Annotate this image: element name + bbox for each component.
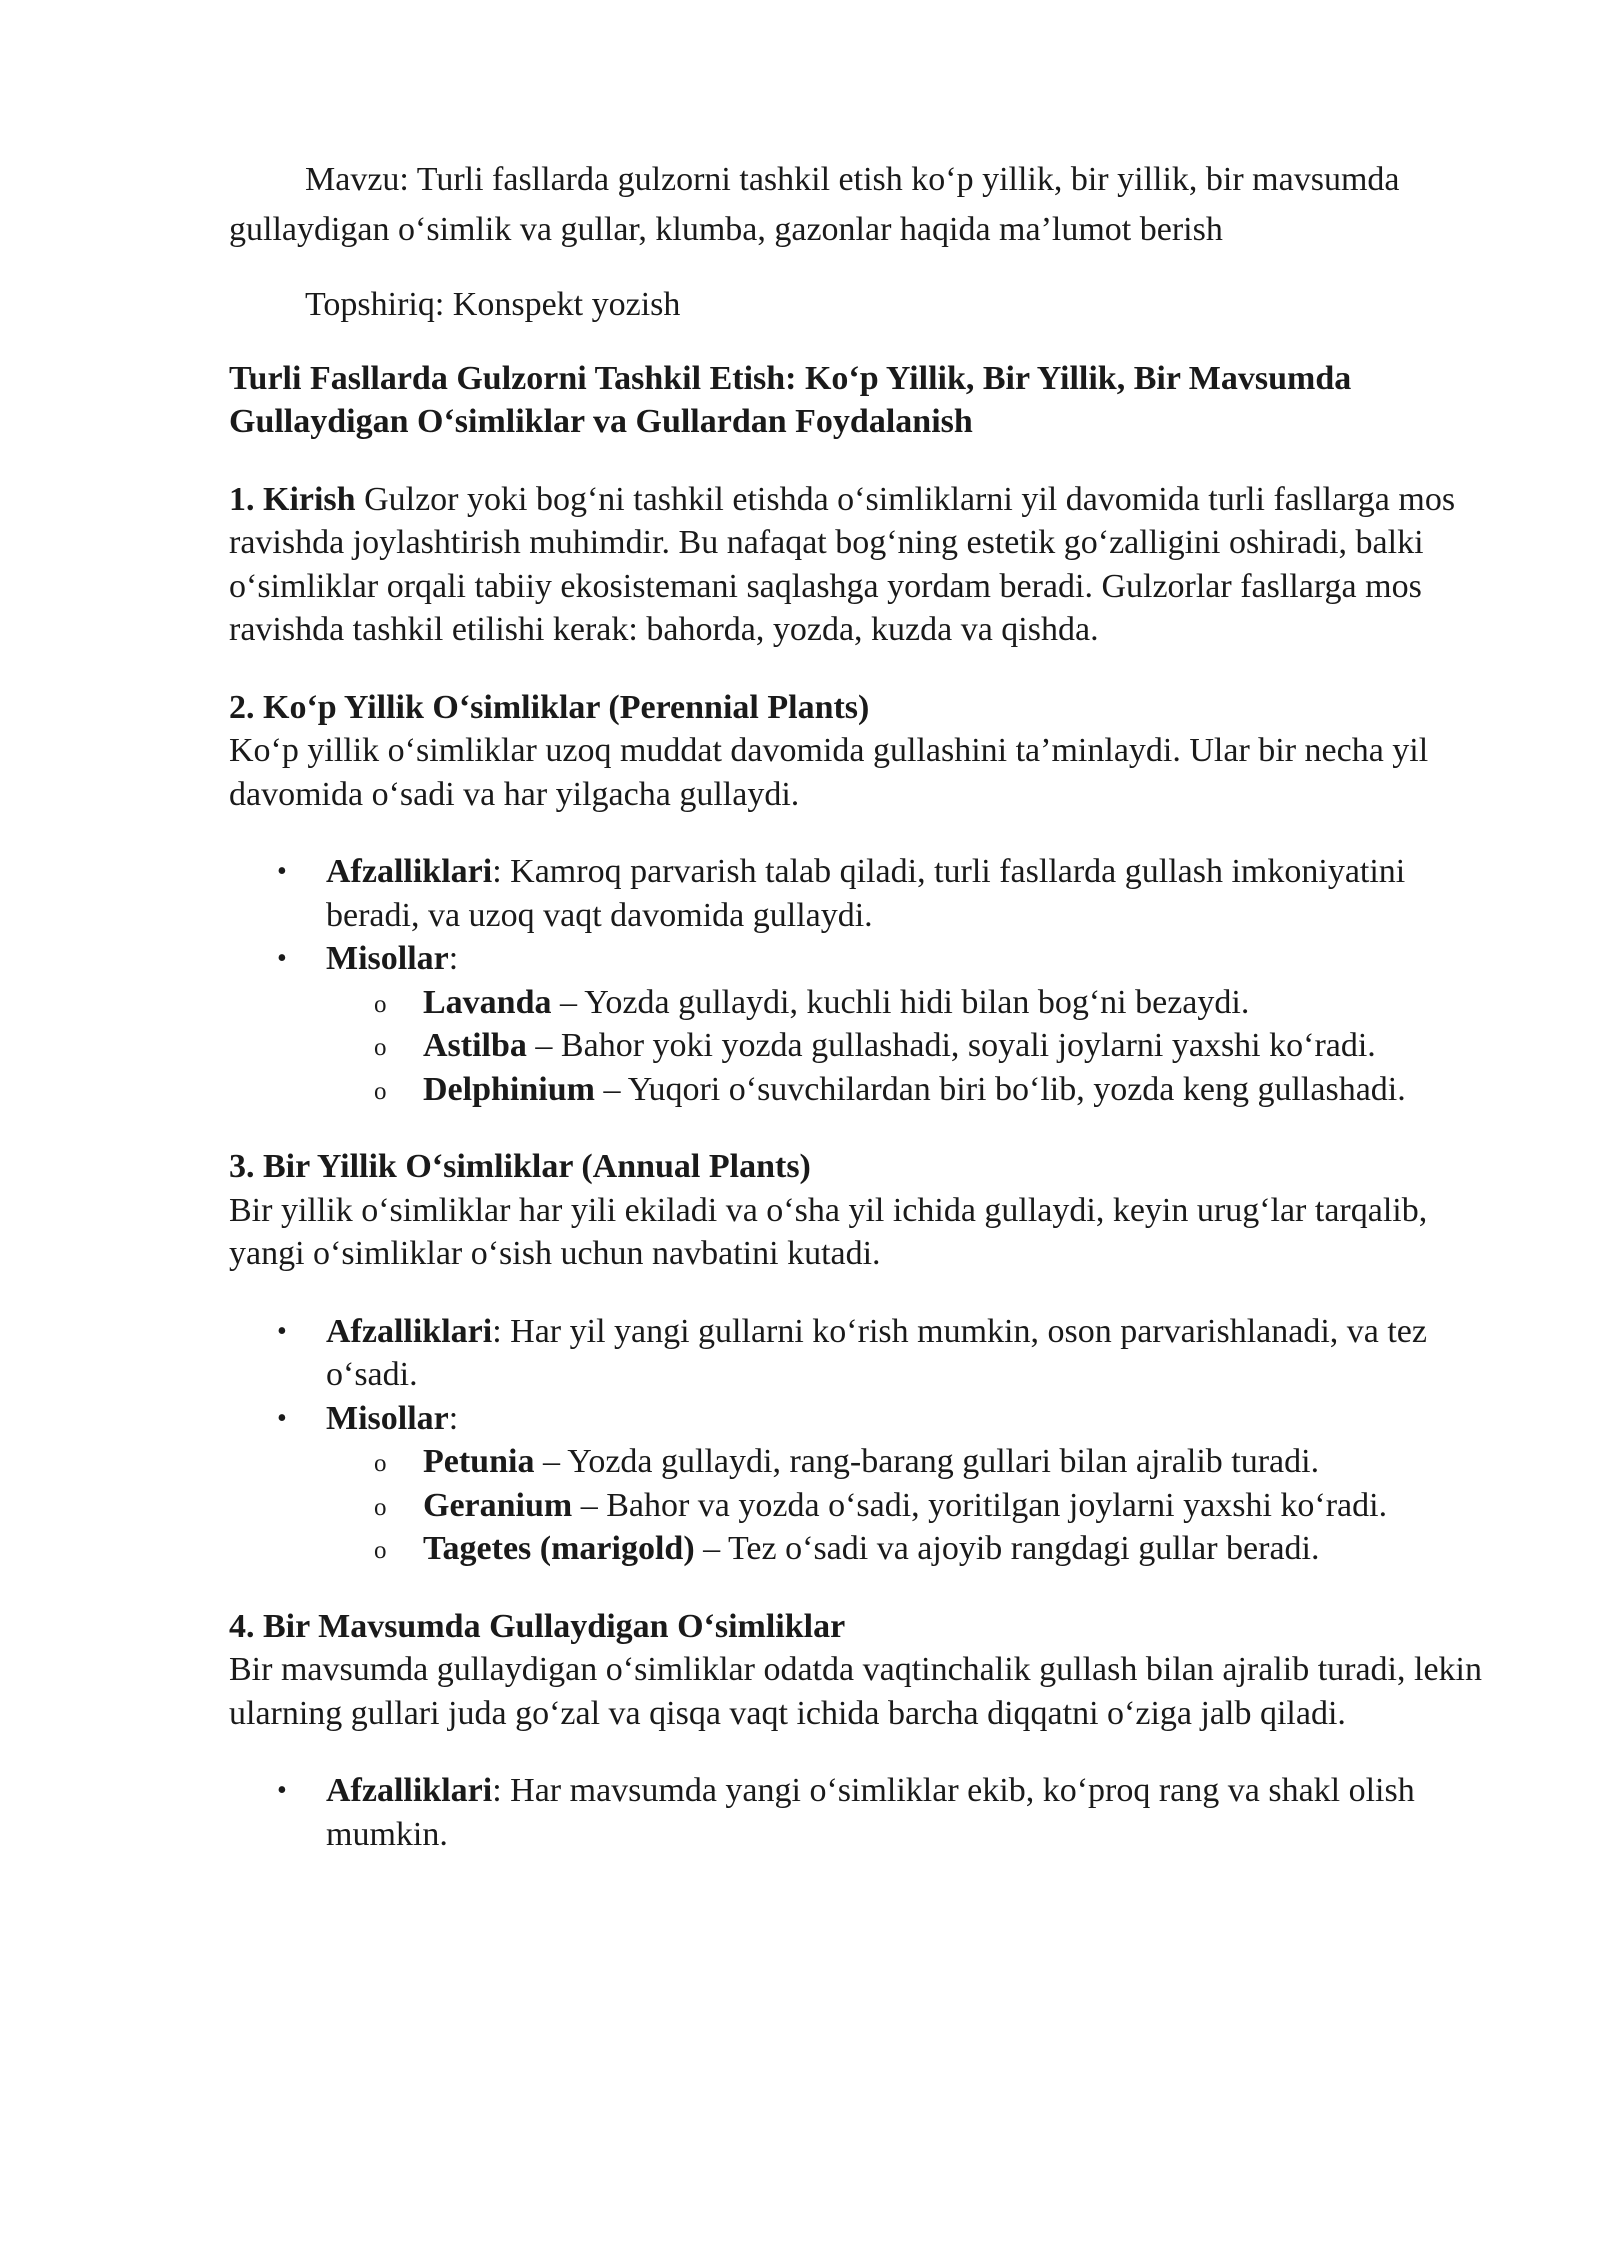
plant-name: Tagetes (marigold) [423, 1530, 695, 1567]
intro-text: Gulzor yoki bog‘ni tashkil etishda o‘simliklarni yil davomida turli fasllarga mos ravishda joylashtirish muhimdir. Bu nafaqat bog‘ning estetik go‘zalligini oshiradi, balki o‘simliklar orqali tabiiy ekosistemani saqlashga yordam beradi. Gulzorlar fasllarga mos ravishda tashkil etilishi kerak: bahorda, yozda, kuzda va qishda. [229, 480, 1456, 648]
plant-name: Delphinium [423, 1070, 595, 1108]
annual-bullet-list [229, 1310, 1500, 1571]
list-item [229, 850, 1500, 937]
plant-name: Lavanda [423, 983, 552, 1021]
examples-colon: : [448, 940, 459, 977]
list-item [229, 1769, 1500, 1856]
circle-bullet-icon: o [374, 1034, 387, 1061]
plant-name: Geranium [423, 1486, 573, 1524]
advantages-text: : Kamroq parvarish talab qiladi, turli fasllarda gullash imkoniyatini beradi, va uzoq vaqt davomida gullaydi. [326, 853, 1406, 934]
seasonal-bullet-list [229, 1769, 1500, 1856]
advantages-label: Afzalliklari [326, 1312, 493, 1350]
plant-desc: – Yuqori o‘suvchilardan biri bo‘lib, yozda keng gullashadi. [594, 1070, 1406, 1108]
section-annual-text: Bir yillik o‘simliklar har yili ekiladi va o‘sha yil ichida gullaydi, keyin urug‘lar tarqalib, yangi o‘simliklar o‘sish uchun navbatini kutadi. [229, 1191, 1428, 1272]
bullet-icon: • [277, 1315, 287, 1347]
intro-label: 1. Kirish [229, 480, 356, 518]
task-line: Topshiriq: Konspekt yozish [305, 286, 681, 323]
list-item [326, 981, 1500, 1025]
plant-desc: – Yozda gullaydi, rang-barang gullari bilan ajralib turadi. [534, 1443, 1320, 1480]
list-item [229, 1310, 1500, 1397]
plant-desc: – Tez o‘sadi va ajoyib rangdagi gullar beradi. [694, 1530, 1320, 1567]
section-perennial-text: Ko‘p yillik o‘simliklar uzoq muddat davomida gullashini ta’minlaydi. Ular bir necha yil davomida o‘sadi va har yilgacha gullaydi. [229, 732, 1429, 813]
annual-examples-list [326, 1440, 1500, 1571]
circle-bullet-icon: o [374, 990, 387, 1018]
topic-line: Mavzu: Turli fasllarda gulzorni tashkil etish ko‘p yillik, bir yillik, bir mavsumda gullaydigan o‘simlik va gullar, klumba, gazonlar haqida ma’lumot berish [229, 161, 1400, 248]
list-item [326, 1068, 1500, 1112]
circle-bullet-icon: o [374, 1493, 387, 1521]
plant-desc: – Bahor yoki yozda gullashadi, soyali joylarni yaxshi ko‘radi. [526, 1027, 1376, 1064]
circle-bullet-icon: o [374, 1450, 387, 1477]
circle-bullet-icon: o [374, 1077, 387, 1105]
advantages-label: Afzalliklari [326, 853, 493, 890]
list-item [229, 1397, 1500, 1571]
section-perennial [229, 686, 1500, 1112]
bullet-icon: • [277, 856, 287, 887]
section-seasonal [229, 1605, 1500, 1857]
section-seasonal-text: Bir mavsumda gullaydigan o‘simliklar odatda vaqtinchalik gullash bilan ajralib turadi, lekin ularning gullari juda go‘zal va qisqa vaqt ichida barcha diqqatni o‘ziga jalb qiladi. [229, 1651, 1482, 1732]
plant-name: Astilba [423, 1027, 527, 1064]
section-perennial-title: 2. Ko‘p Yillik O‘simliklar (Perennial Plants) [229, 688, 870, 726]
plant-desc: – Bahor va yozda o‘sadi, yoritilgan joylarni yaxshi ko‘radi. [572, 1486, 1388, 1524]
intro-paragraph [229, 478, 1500, 652]
bullet-icon: • [277, 1775, 287, 1806]
circle-bullet-icon: o [374, 1537, 387, 1564]
section-annual-title: 3. Bir Yillik O‘simliklar (Annual Plants) [229, 1148, 811, 1185]
advantages-label: Afzalliklari [326, 1772, 493, 1809]
plant-desc: – Yozda gullaydi, kuchli hidi bilan bog‘ni bezaydi. [551, 983, 1250, 1021]
bullet-icon: • [277, 1402, 287, 1434]
examples-colon: : [448, 1399, 459, 1437]
section-seasonal-title: 4. Bir Mavsumda Gullaydigan O‘simliklar [229, 1607, 846, 1645]
plant-name: Petunia [423, 1443, 535, 1480]
advantages-text: : Har yil yangi gullarni ko‘rish mumkin, oson parvarishlanadi, va tez o‘sadi. [326, 1312, 1427, 1393]
perennial-bullet-list [229, 850, 1500, 1111]
advantages-text: : Har mavsumda yangi o‘simliklar ekib, ko‘proq rang va shakl olish mumkin. [326, 1772, 1415, 1853]
perennial-examples-list [326, 981, 1500, 1112]
list-item [326, 1527, 1500, 1571]
examples-label: Misollar [326, 1399, 449, 1437]
section-annual [229, 1145, 1500, 1571]
bullet-icon: • [277, 943, 287, 974]
list-item [229, 937, 1500, 1111]
examples-label: Misollar [326, 940, 449, 977]
list-item [326, 1440, 1500, 1484]
document-title: Turli Fasllarda Gulzorni Tashkil Etish: Ko‘p Yillik, Bir Yillik, Bir Mavsumda Gullaydigan O‘simliklar va Gullardan Foydalanish [229, 359, 1352, 440]
list-item [326, 1024, 1500, 1068]
list-item [326, 1484, 1500, 1528]
